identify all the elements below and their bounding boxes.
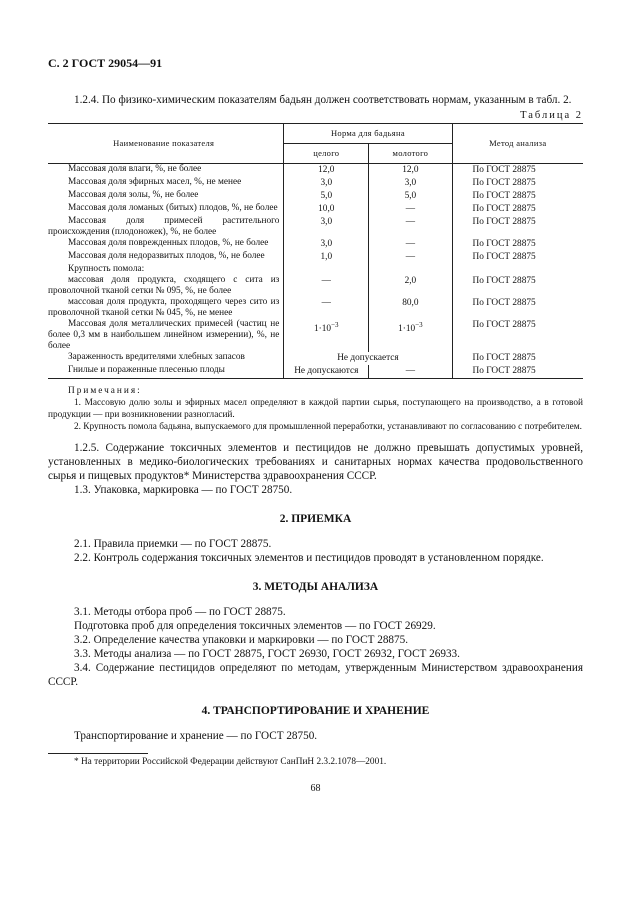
row-ground: — — [369, 216, 452, 238]
row-ground: 5,0 — [369, 190, 452, 203]
paragraph-1-2-5: 1.2.5. Содержание токсичных элементов и пестицидов не должно превышать допустимых уровней, установленных в медико-биологических требованиях и санитарных нормах качества продовольственного сырья и пищевых продуктов* Министерства здравоохранения СССР. — [48, 442, 583, 482]
table-row — [48, 164, 583, 178]
page-number: 68 — [310, 783, 321, 794]
row-whole: 12,0 — [284, 164, 369, 178]
row-method: По ГОСТ 28875 — [452, 251, 583, 264]
row-whole: 3,0 — [284, 238, 369, 251]
row-name: Массовая доля золы, %, не более — [68, 190, 199, 200]
row-name: Массовая доля металлических примесей (частиц не более 0,3 мм в наибольшем линейном измерении), %, не более — [48, 319, 280, 351]
footnote: * На территории Российской Федерации действуют СанПиН 2.3.2.1078—2001. — [74, 757, 387, 767]
note-1: 1. Массовую долю золы и эфирных масел определяют в каждой партии сырья, поступающего на производство, а в готовой продукции — при возникновении разногласий. — [48, 398, 583, 420]
row-name: Крупность помола: — [68, 264, 145, 274]
row-whole: 5,0 — [284, 190, 369, 203]
table-row — [48, 297, 583, 319]
table-row — [48, 352, 583, 365]
row-method: По ГОСТ 28875 — [452, 275, 583, 297]
document-page — [48, 56, 583, 794]
col-header-ground: молотого — [369, 144, 452, 164]
table-row — [48, 190, 583, 203]
row-method: По ГОСТ 28875 — [452, 203, 583, 216]
table-row — [48, 203, 583, 216]
row-ground: — — [369, 203, 452, 216]
note-2: 2. Крупность помола бадьяна, выпускаемого для промышленной переработки, устанавливают по согласованию с потребителем. — [74, 422, 582, 432]
row-name: Массовая доля ломаных (битых) плодов, %, не более — [68, 203, 278, 213]
row-ground — [369, 264, 452, 275]
row-ground: 80,0 — [369, 297, 452, 319]
row-name: Массовая доля влаги, %, не более — [68, 164, 202, 174]
paragraph-2-1: 2.1. Правила приемки — по ГОСТ 28875. — [74, 538, 272, 550]
row-ground: $1\cdot 10^{-3}$ — [369, 319, 452, 352]
table-row — [48, 275, 583, 297]
row-span-value: Не допускается — [284, 352, 452, 365]
paragraph-3-2: 3.2. Определение качества упаковки и маркировки — по ГОСТ 28875. — [74, 634, 408, 646]
row-ground: 12,0 — [369, 164, 452, 178]
paragraph-2-2: 2.2. Контроль содержания токсичных элементов и пестицидов проводят в установленном порядке. — [74, 552, 544, 564]
row-whole: — — [284, 275, 369, 297]
col-header-method: Метод анализа — [452, 124, 583, 164]
notes-title: Примечания: — [68, 386, 142, 396]
paragraph-3-4: 3.4. Содержание пестицидов определяют по методам, утвержденным Министерством здравоохранения СССР. — [48, 662, 583, 688]
row-ground: 3,0 — [369, 177, 452, 190]
row-method: По ГОСТ 28875 — [452, 164, 583, 178]
table-row — [48, 238, 583, 251]
row-whole: — — [284, 297, 369, 319]
row-whole: 10,0 — [284, 203, 369, 216]
paragraph-4: Транспортирование и хранение — по ГОСТ 28750. — [74, 730, 318, 742]
row-method: По ГОСТ 28875 — [452, 177, 583, 190]
row-method: По ГОСТ 28875 — [452, 352, 583, 365]
table-notes — [48, 385, 583, 433]
paragraph-3-1: 3.1. Методы отбора проб — по ГОСТ 28875. — [74, 606, 286, 618]
exponent: −3 — [331, 321, 339, 329]
table-row — [48, 251, 583, 264]
section-3-heading: 3. МЕТОДЫ АНАЛИЗА — [252, 581, 379, 593]
row-method: По ГОСТ 28875 — [452, 297, 583, 319]
row-whole — [284, 264, 369, 275]
row-name: Массовая доля эфирных масел, %, не менее — [68, 177, 242, 187]
row-method: По ГОСТ 28875 — [452, 238, 583, 251]
row-method: По ГОСТ 28875 — [452, 365, 583, 379]
table-caption: Таблица 2 — [520, 110, 583, 121]
paragraph-3-3: 3.3. Методы анализа — по ГОСТ 28875, ГОСТ 26930, ГОСТ 26932, ГОСТ 26933. — [74, 648, 460, 660]
row-name: массовая доля продукта, сходящего с сита из проволочной тканой сетки № 095, %, не более — [48, 275, 280, 296]
row-ground: — — [369, 238, 452, 251]
row-whole: 3,0 — [284, 216, 369, 238]
row-whole: $1\cdot 10^{-3}$ — [284, 319, 369, 352]
row-name: Массовая доля примесей растительного происхождения (плодоножек), %, не более — [48, 216, 280, 237]
running-header: С. 2 ГОСТ 29054—91 — [48, 56, 163, 70]
table-row — [48, 264, 583, 275]
row-method — [452, 264, 583, 275]
row-method: По ГОСТ 28875 — [452, 190, 583, 203]
col-header-norm: Норма для бадьяна — [284, 124, 452, 144]
row-whole: 1,0 — [284, 251, 369, 264]
row-name: массовая доля продукта, проходящего через сито из проволочной тканой сетки № 045, %, не менее — [48, 297, 280, 318]
row-ground: 2,0 — [369, 275, 452, 297]
row-whole: 3,0 — [284, 177, 369, 190]
row-name: Массовая доля поврежденных плодов, %, не более — [68, 238, 269, 248]
row-ground: — — [369, 365, 452, 379]
table-row — [48, 319, 583, 352]
row-name: Массовая доля недоразвитых плодов, %, не более — [68, 251, 265, 261]
col-header-whole: целого — [284, 144, 369, 164]
paragraph-1-2-4: 1.2.4. По физико-химическим показателям бадьян должен соответствовать нормам, указанным в табл. 2. — [74, 94, 572, 106]
row-name: Зараженность вредителями хлебных запасов — [68, 352, 245, 362]
table-row — [48, 365, 583, 379]
paragraph-3-1b: Подготовка проб для определения токсичных элементов — по ГОСТ 26929. — [74, 620, 436, 632]
specs-table — [48, 123, 583, 379]
row-method: По ГОСТ 28875 — [452, 216, 583, 238]
section-4-heading: 4. ТРАНСПОРТИРОВАНИЕ И ХРАНЕНИЕ — [201, 705, 430, 717]
section-2-heading: 2. ПРИЕМКА — [279, 513, 352, 525]
exponent: −3 — [415, 321, 423, 329]
paragraph-1-3: 1.3. Упаковка, маркировка — по ГОСТ 28750. — [74, 484, 293, 496]
row-ground: — — [369, 251, 452, 264]
row-method: По ГОСТ 28875 — [452, 319, 583, 352]
row-name: Гнилые и пораженные плесенью плоды — [68, 365, 225, 375]
table-row — [48, 216, 583, 238]
col-header-name: Наименование показателя — [48, 124, 284, 164]
row-whole: Не допускаются — [284, 365, 369, 379]
footnote-rule — [48, 753, 148, 754]
table-row — [48, 177, 583, 190]
